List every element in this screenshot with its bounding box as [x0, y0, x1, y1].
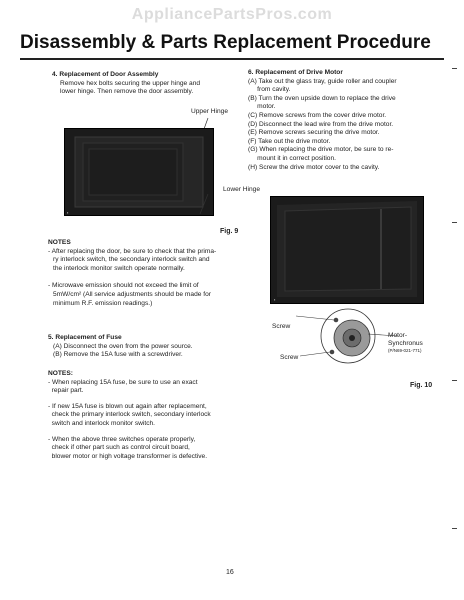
door-assembly-photo: [64, 128, 214, 216]
screw-label-top: Screw: [272, 323, 291, 330]
page-title: Disassembly & Parts Replacement Procedure: [20, 32, 431, 53]
section-4-line: lower hinge. Then remove the door assembly.: [60, 88, 194, 96]
notes-1-heading: NOTES: [48, 239, 71, 246]
margin-mark: [452, 222, 457, 223]
section-5-line: (A) Disconnect the oven from the power source.: [53, 342, 193, 350]
section-6-line: (E) Remove screws securing the drive motor.: [248, 129, 380, 137]
page-number: 16: [226, 569, 234, 576]
oven-illustration: [271, 197, 423, 303]
section-4: [52, 71, 232, 97]
margin-mark: [452, 528, 457, 529]
section-6-line: (H) Screw the drive motor cover to the cavity.: [248, 163, 380, 171]
notes-2-line: repair part.: [48, 387, 84, 395]
section-5: [48, 334, 238, 360]
section-6-heading: 6. Replacement of Drive Motor: [248, 69, 343, 76]
notes-1-line: - After replacing the door, be sure to check that the prima-: [48, 247, 217, 255]
notes-1-line: 5mW/cm² (All service adjustments should be made for: [53, 290, 211, 298]
section-6-line: motor.: [248, 103, 276, 111]
lower-hinge-label: Lower Hinge: [223, 186, 261, 193]
watermark: AppliancePartsPros.com: [131, 6, 333, 23]
section-6-line: (F) Take out the drive motor.: [248, 137, 331, 145]
section-5-line: (B) Remove the 15A fuse with a screwdriver.: [53, 351, 183, 359]
notes-1-line: - Microwave emission should not exceed the limit of: [48, 282, 199, 290]
section-6-line: from cavity.: [248, 86, 291, 94]
notes-1-line: minimum R.F. emission readings.): [53, 299, 153, 307]
notes-2-line: blower motor or high voltage transformer is defective.: [48, 452, 208, 460]
notes-2-line: switch and interlock monitor switch.: [48, 419, 156, 427]
section-6-line: (B) Turn the oven upside down to replace the drive: [248, 94, 396, 102]
motor-part-code: (P/N69-021-771): [388, 348, 422, 353]
fig-9-caption: Fig. 9: [220, 228, 239, 235]
lower-hinge-pointer: [196, 190, 226, 218]
upper-hinge-label: Upper Hinge: [191, 108, 229, 115]
section-6-line: (C) Remove screws from the cover drive motor.: [248, 111, 387, 119]
drive-motor-diagram: [296, 306, 400, 366]
notes-2-line: check if other part such as control circuit board,: [48, 444, 190, 452]
section-4-heading: 4. Replacement of Door Assembly: [52, 71, 159, 78]
notes-2-line: check the primary interlock switch, secondary interlock: [48, 411, 211, 419]
motor-label-line2: Synchronus: [388, 340, 423, 347]
notes-1: [48, 239, 238, 308]
section-6-line: mount it in correct position.: [248, 154, 336, 162]
notes-2-heading: NOTES:: [48, 370, 73, 377]
section-4-line: Remove hex bolts securing the upper hinge and: [60, 79, 201, 87]
notes-2-line: - When the above three switches operate properly,: [48, 435, 196, 443]
drive-motor-photo: [270, 196, 424, 304]
motor-label: Motor-: [388, 332, 408, 339]
section-5-heading: 5. Replacement of Fuse: [48, 334, 122, 341]
fig-10-caption: Fig. 10: [410, 382, 433, 389]
section-6-line: (A) Take out the glass tray, guide roller and coupler: [248, 77, 397, 85]
notes-2-line: - When replacing 15A fuse, be sure to use an exact: [48, 378, 198, 386]
notes-2: [48, 370, 248, 461]
margin-mark: [452, 68, 457, 69]
door-illustration: [65, 129, 213, 215]
title-rule: [20, 58, 444, 60]
section-6-line: (G) When replacing the drive motor, be sure to re-: [248, 146, 394, 154]
screw-label-bottom: Screw: [280, 354, 299, 361]
notes-2-line: - If new 15A fuse is blown out again after replacement,: [48, 402, 207, 410]
notes-1-line: ry interlock switch, the secondary interlock switch and: [53, 256, 210, 264]
notes-1-line: the interlock monitor switch operate normally.: [53, 264, 185, 272]
section-6: [248, 69, 448, 172]
section-6-line: (D) Disconnect the lead wire from the drive motor.: [248, 120, 394, 128]
margin-mark: [452, 380, 457, 381]
